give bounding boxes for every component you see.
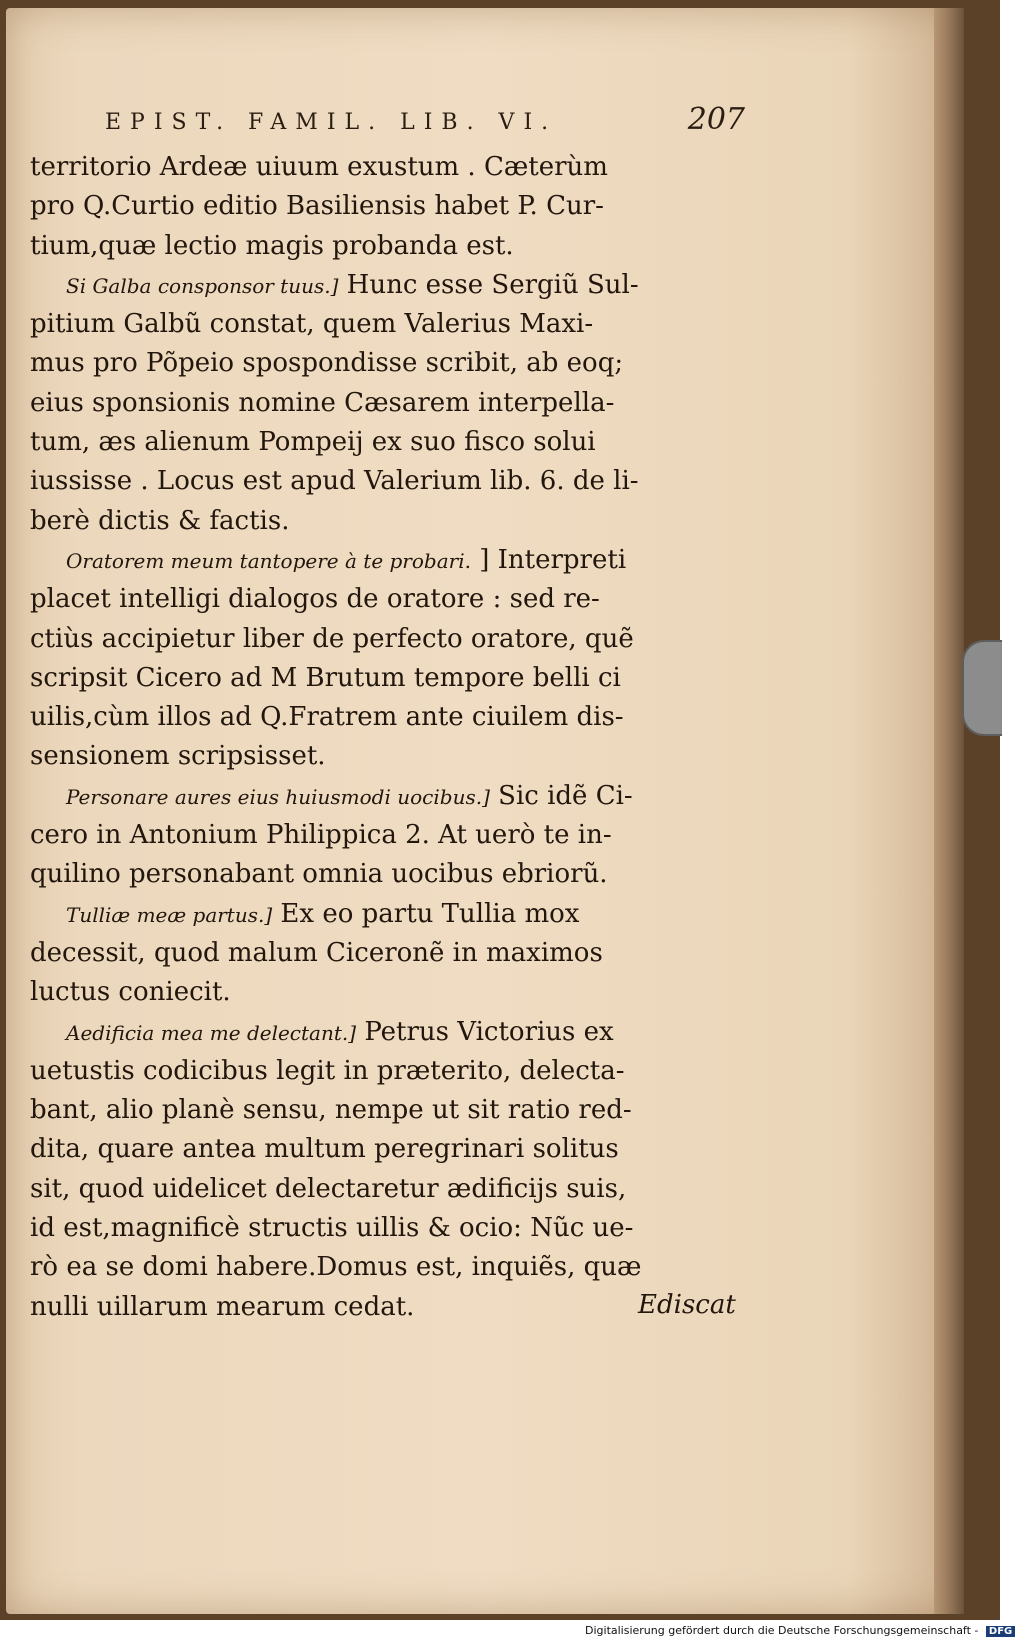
- text-line: [30, 1288, 730, 1327]
- text-line: [30, 462, 730, 501]
- running-head: EPIST. FAMIL. LIB. VI.: [105, 110, 558, 135]
- text-line: [30, 620, 730, 659]
- line-text: nulli uillarum mearum cedat.: [30, 1291, 415, 1322]
- text-line: [30, 698, 730, 737]
- footer-credit: [585, 1624, 1015, 1637]
- line-text: decessit, quod malum Ciceronẽ in maximos: [30, 937, 603, 968]
- line-text: id est,magnificè structis uillis & ocio: Nũc ue-: [30, 1213, 634, 1244]
- line-text: sit, quod uidelicet delectaretur ædificijs suis,: [30, 1173, 627, 1204]
- line-text: Hunc esse Sergiũ Sul-: [338, 269, 639, 300]
- line-text: Sic idẽ Ci-: [489, 780, 633, 811]
- page-number: 207: [687, 102, 745, 137]
- lemma-line: [30, 895, 730, 934]
- text-line: [30, 855, 730, 894]
- line-text: berè dictis & factis.: [30, 505, 290, 536]
- page-header: [105, 102, 745, 138]
- line-text: rò ea se domi habere.Domus est, inquiẽs, quæ: [30, 1252, 642, 1283]
- line-text: ] Interpreti: [470, 544, 627, 575]
- text-line: [30, 737, 730, 776]
- text-line: [30, 1052, 730, 1091]
- text-line: [30, 934, 730, 973]
- line-text: territorio Ardeæ uiuum exustum . Cæterùm: [30, 152, 608, 182]
- line-text: bant, alio planè sensu, nempe ut sit ratio red-: [30, 1095, 632, 1126]
- text-line: [30, 502, 730, 541]
- lemma-line: [30, 266, 730, 305]
- text-line: [30, 227, 730, 266]
- text-line: [30, 384, 730, 423]
- line-text: Ex eo partu Tullia mox: [272, 898, 580, 929]
- line-text: scripsit Cicero ad M Brutum tempore belli ci: [30, 662, 621, 693]
- lemma: Oratorem meum tantopere à te probari.: [66, 548, 471, 573]
- line-text: mus pro Põpeio spospondisse scribit, ab eoq;: [30, 348, 624, 379]
- line-text: quilino personabant omnia uocibus ebriorũ.: [30, 859, 608, 890]
- lemma: Personare aures eius huiusmodi uocibus.]: [66, 784, 490, 809]
- line-text: Petrus Victorius ex: [356, 1016, 614, 1047]
- text-line: [30, 148, 730, 187]
- footer-credit-text: Digitalisierung gefördert durch die Deutsche Forschungsgemeinschaft -: [585, 1624, 979, 1637]
- text-line: [30, 1248, 730, 1287]
- lemma: Si Galba consponsor tuus.]: [66, 273, 339, 298]
- line-text: ctiùs accipietur liber de perfecto oratore, quẽ: [30, 623, 634, 654]
- text-line: [30, 187, 730, 226]
- book-clasp: [962, 640, 1002, 736]
- text-line: [30, 659, 730, 698]
- line-text: cero in Antonium Philippica 2. At uerò te in-: [30, 820, 612, 851]
- line-text: uilis,cùm illos ad Q.Fratrem ante ciuilem dis-: [30, 702, 624, 733]
- text-line: [30, 423, 730, 462]
- page-edge: [934, 8, 964, 1614]
- lemma-line: [30, 1013, 730, 1052]
- lemma: Aedificia mea me delectant.]: [66, 1020, 357, 1045]
- text-line: [30, 1130, 730, 1169]
- text-line: [30, 305, 730, 344]
- line-text: pitium Galbũ constat, quem Valerius Maxi-: [30, 309, 594, 340]
- text-line: [30, 1091, 730, 1130]
- line-text: tum, æs alienum Pompeij ex suo fisco solui: [30, 427, 596, 458]
- text-line: [30, 1170, 730, 1209]
- line-text: placet intelligi dialogos de oratore : sed re-: [30, 584, 600, 615]
- line-text: sensionem scripsisset.: [30, 741, 326, 772]
- line-text: eius sponsionis nomine Cæsarem interpella-: [30, 387, 615, 418]
- lemma-line: [30, 777, 730, 816]
- lemma-line: [30, 541, 730, 580]
- text-line: [30, 580, 730, 619]
- lemma: Tulliæ meæ partus.]: [66, 902, 273, 927]
- line-text: iussisse . Locus est apud Valerium lib. 6. de li-: [30, 466, 639, 497]
- dfg-logo: DFG: [986, 1626, 1015, 1637]
- text-body: [30, 148, 730, 1327]
- text-line: [30, 344, 730, 383]
- catchword: Ediscat: [638, 1290, 736, 1320]
- line-text: luctus coniecit.: [30, 977, 231, 1008]
- line-text: pro Q.Curtio editio Basiliensis habet P. Cur-: [30, 191, 604, 222]
- line-text: dita, quare antea multum peregrinari solitus: [30, 1134, 619, 1165]
- text-line: [30, 1209, 730, 1248]
- text-line: [30, 816, 730, 855]
- text-line: [30, 973, 730, 1012]
- line-text: uetustis codicibus legit in præterito, delecta-: [30, 1055, 625, 1086]
- line-text: tium,quæ lectio magis probanda est.: [30, 230, 514, 261]
